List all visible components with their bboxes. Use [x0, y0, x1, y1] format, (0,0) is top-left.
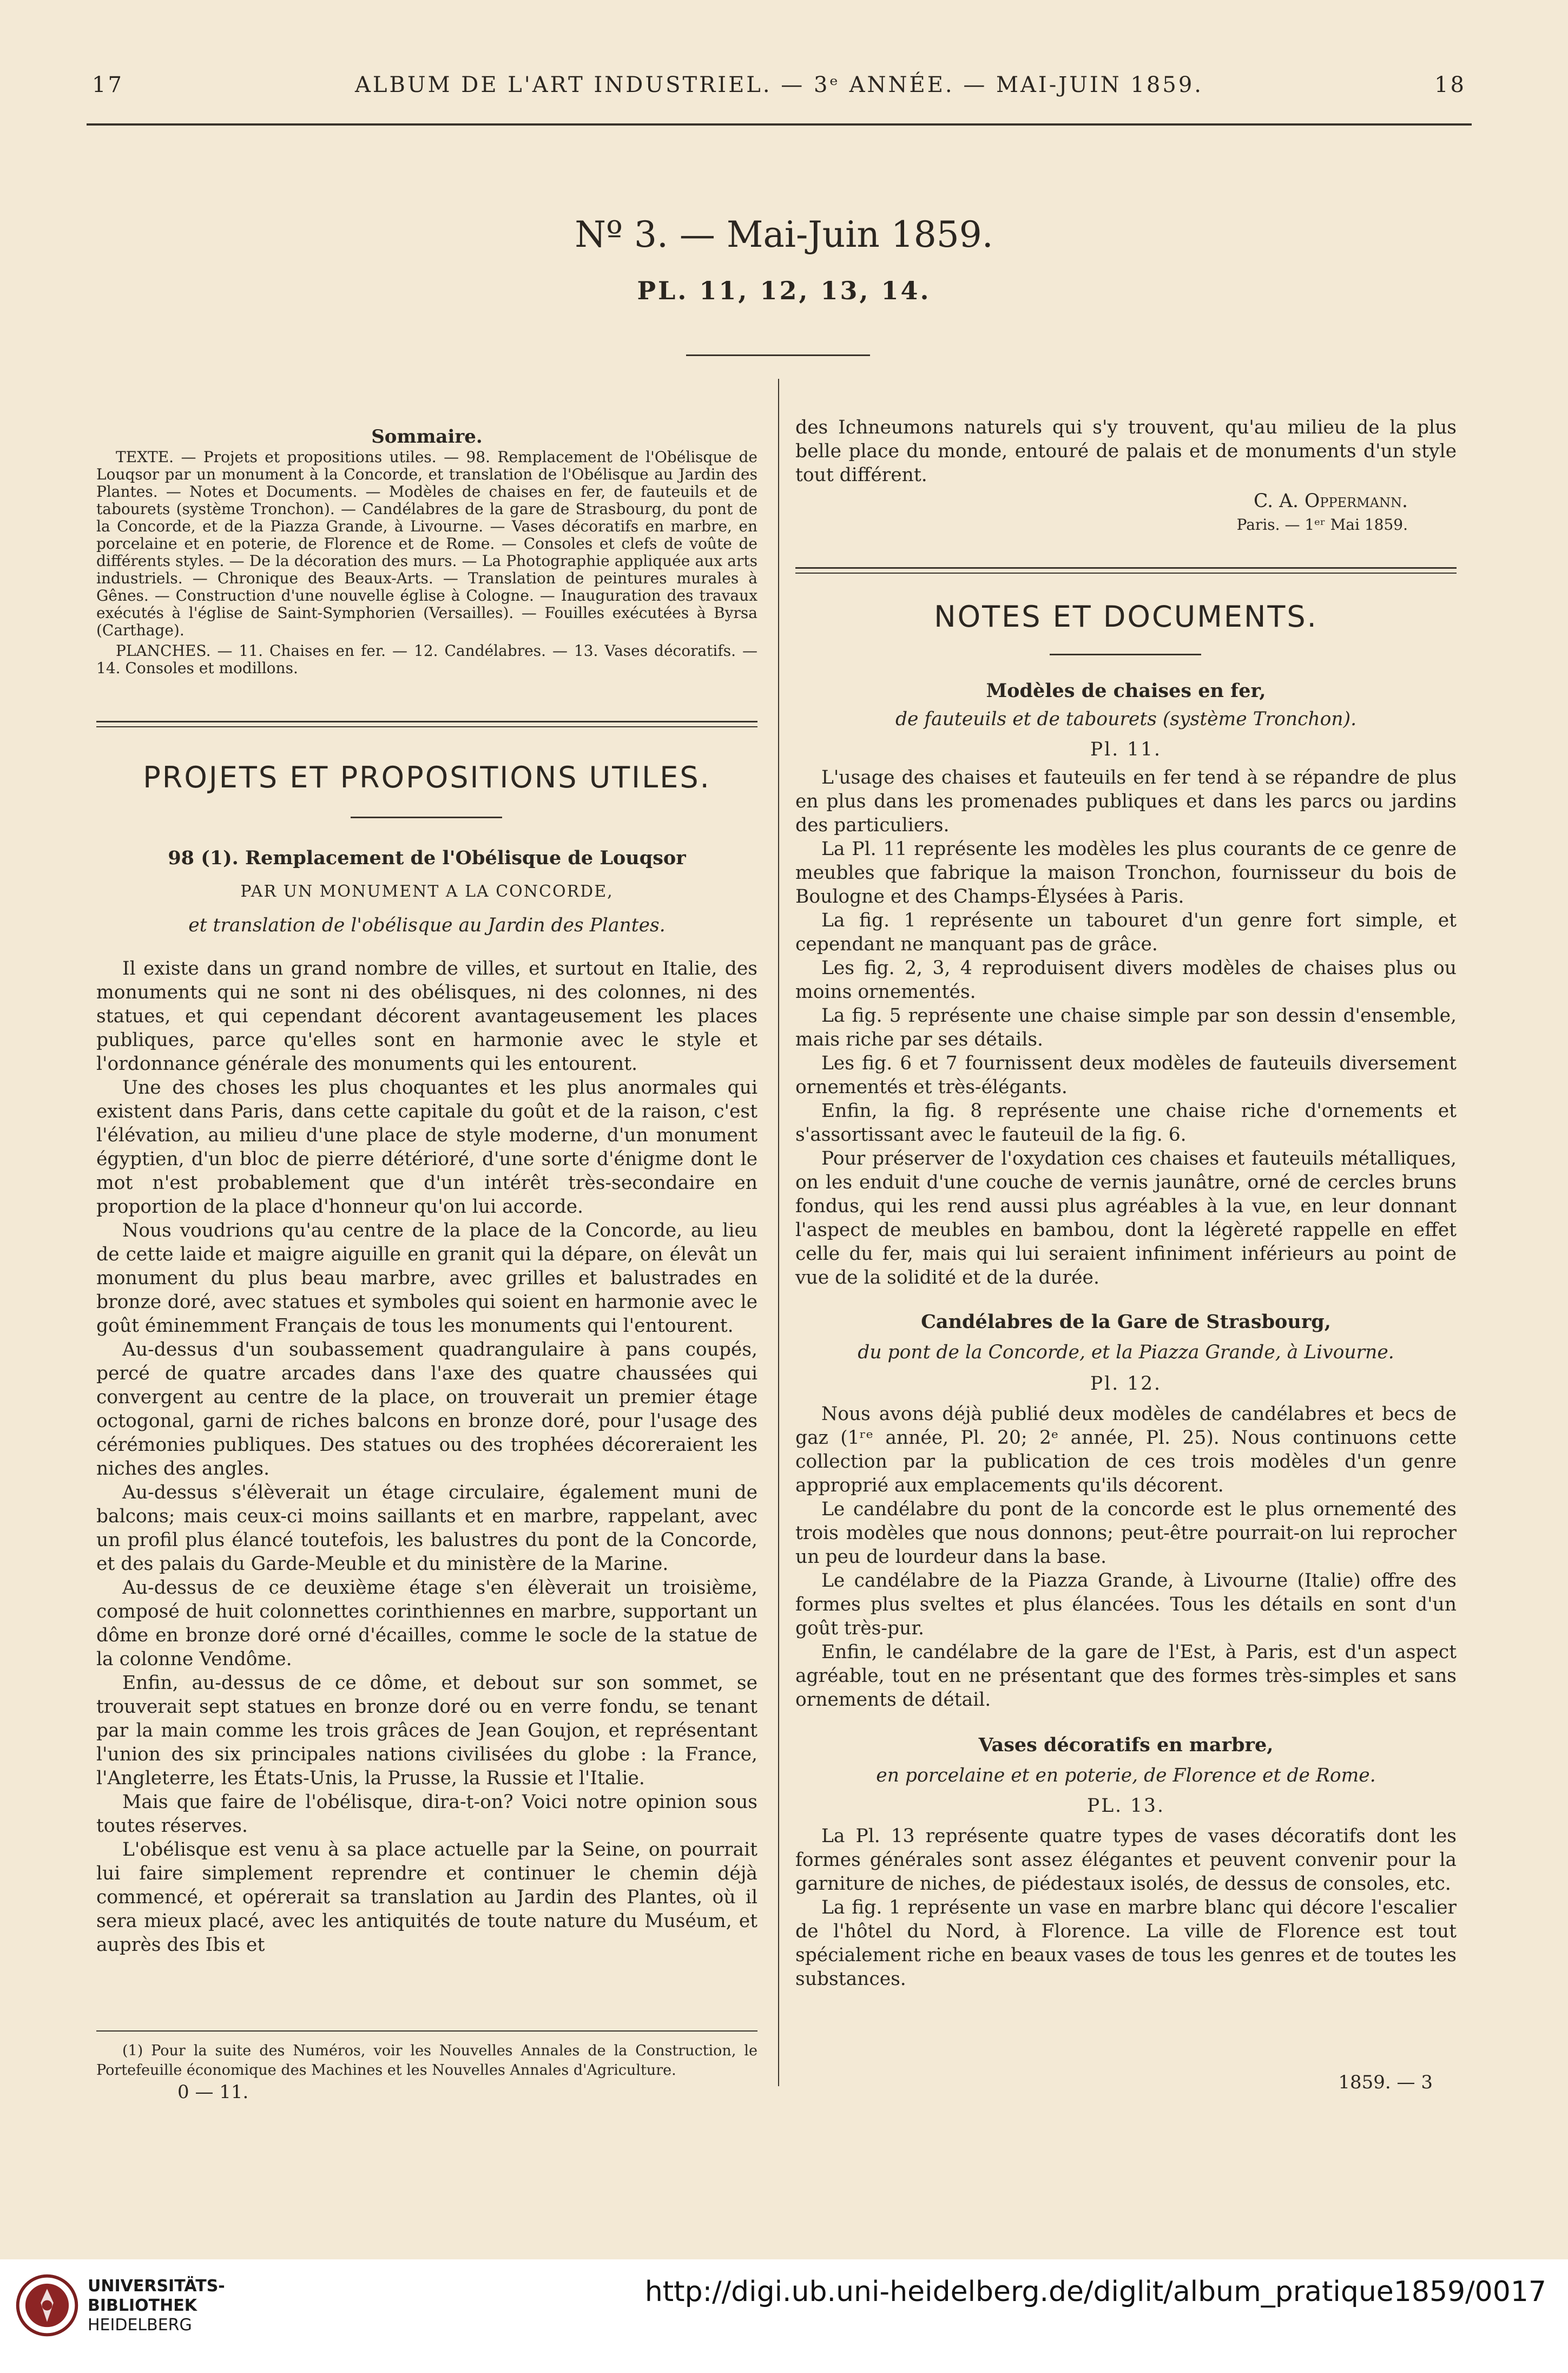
date-line: Paris. — 1ᵉʳ Mai 1859.	[1236, 516, 1408, 534]
left-article	[96, 760, 757, 1957]
vases-title: Vases décoratifs en marbre,	[978, 1734, 1274, 1756]
university-seal-icon	[15, 2273, 79, 2337]
sommaire-texte: TEXTE. — Projets et propositions utiles. — 98. Remplacement de l'Obélisque de Louqsor par un monument à la Concorde, et translation de l'Obélisque au Jardin des Plantes. — Notes et Documents. — Modèles de chaises en fer, de fauteuils et de tabourets (système Tronchon). — Candélabres de la gare de Strasbourg, du pont de la Concorde, et de la Piazza Grande, à Livourne. — Vases décoratifs en marbre, en porcelaine et en poterie, de Florence et de Rome. — Consoles et clefs de voûte de différents styles. — De la décoration des murs. — La Photographie appliquée aux arts industriels. — Chronique des Beaux-Arts. — Translation de peintures murales à Gênes. — Construction d'une nouvelle église à Cologne. — Inauguration des travaux exécutés à l'église de Saint-Symphorien (Versailles). — Fouilles exécutées à Byrsa (Carthage).	[96, 448, 757, 639]
article-paragraph: Au-dessus d'un soubassement quadrangulaire à pans coupés, percé de quatre arcades dans l'axe des quatre chaussées qui convergent au centre de la place, on trouverait un premier étage octogonal, garni de riches balcons en bronze doré, pour l'usage des cérémonies publiques. Des statues ou des trophées décoreraient les niches des angles.	[96, 1339, 757, 1480]
footnote-rule	[96, 2030, 757, 2032]
sommaire-title: Sommaire.	[371, 426, 483, 448]
page-number-right: 18	[1434, 73, 1466, 97]
right-notes	[795, 600, 1457, 1991]
chaises-subtitle: de fauteuils et de tabourets (système Tronchon).	[895, 708, 1357, 730]
section-rule-left	[351, 817, 502, 818]
candelabres-paragraph: Le candélabre de la Piazza Grande, à Livourne (Italie) offre des formes plus sveltes et plus élancées. Tous les détails en sont d'un goût très-pur.	[795, 1570, 1457, 1639]
article-paragraph: Une des choses les plus choquantes et les plus anormales qui existent dans Paris, dans cette capitale du goût et de la raison, c'est l'élévation, au milieu d'une place de style moderne, d'un monument égyptien, d'un bloc de pierre détérioré, d'une sorte d'énigme dont le mot n'est probablement que d'un intérêt très-secondaire en proportion de la place d'honneur qu'on lui accorde.	[96, 1077, 757, 1218]
section-rule-right	[1050, 654, 1201, 655]
article-paragraph: Au-dessus s'élèverait un étage circulaire, également muni de balcons; mais ceux-ci moins saillants et en marbre, rappelant, avec un profil plus élancé toutefois, les balustres du pont de la Concorde, et des palais du Garde-Meuble et du ministère de la Marine.	[96, 1482, 757, 1575]
candelabres-paragraph: Nous avons déjà publié deux modèles de candélabres et becs de gaz (1ʳᵉ année, Pl. 20; 2ᵉ année, Pl. 25). Nous continuons cette collection par la publication de ces trois modèles d'un genre approprié aux emplacements qu'ils décorent.	[795, 1403, 1457, 1496]
chaises-title: Modèles de chaises en fer,	[986, 680, 1266, 702]
section-title-notes: NOTES ET DOCUMENTS.	[934, 600, 1318, 634]
column-divider	[778, 379, 779, 2086]
chaises-paragraph: Les fig. 6 et 7 fournissent deux modèles de fauteuils diversement ornementés et très-élégants.	[795, 1053, 1457, 1098]
page-number-left: 17	[92, 73, 124, 97]
signature-mark-left: 0 — 11.	[177, 2081, 249, 2103]
candelabres-subtitle: du pont de la Concorde, et la Piazza Grande, à Livourne.	[858, 1342, 1394, 1363]
chaises-paragraph: Pour préserver de l'oxydation ces chaises et fauteuils métalliques, on les enduit d'une couche de vernis jaunâtre, orné de cercles bruns fondus, qui les rend aussi plus agréables à la vue, en leur donnant l'aspect de meubles en bambou, dont la légèreté rappelle en effet celle du fer, mais qui lui seraient infiniment inférieurs au point de vue de la solidité et de la durée.	[795, 1148, 1457, 1289]
article-paragraph: Il existe dans un grand nombre de villes, et surtout en Italie, des monuments qui ne sont ni des obélisques, ni des colonnes, ni des statues, et qui cependant décorent avantageusement les places publiques, parce qu'elles sont en harmonie avec le style et l'ordonnance générale des monuments qui les entourent.	[96, 958, 757, 1075]
vases-paragraph: La fig. 1 représente un vase en marbre blanc qui décore l'escalier de l'hôtel du Nord, à Florence. La ville de Florence est tout spécialement riche en beaux vases de tous les genres et de toutes les substances.	[795, 1897, 1457, 1990]
article-paragraph: L'obélisque est venu à sa place actuelle par la Seine, on pourrait lui faire simplement reprendre et continuer le chemin déjà commencé, et opérerait sa translation au Jardin des Plantes, où il sera mieux placé, avec les antiquités de toute nature du Muséum, et auprès des Ibis et	[96, 1839, 757, 1956]
source-url-link[interactable]: http://digi.ub.uni-heidelberg.de/diglit/album_pratique1859/0017	[644, 2276, 1546, 2308]
article-paragraph: Au-dessus de ce deuxième étage s'en élèverait un troisième, composé de huit colonnettes corinthiennes en marbre, supportant un dôme en bronze doré orné d'écailles, comme le socle de la statue de la colonne Vendôme.	[96, 1577, 757, 1670]
library-name-line: HEIDELBERG	[88, 2316, 192, 2335]
plate-13: PL. 13.	[1087, 1795, 1165, 1817]
candelabres-title: Candélabres de la Gare de Strasbourg,	[921, 1311, 1331, 1333]
plate-11: Pl. 11.	[1090, 739, 1162, 760]
candelabres-paragraph: Le candélabre du pont de la concorde est le plus ornementé des trois modèles que nous donnons; peut-être pourrait-on lui reprocher un peu de lourdeur dans la base.	[795, 1498, 1457, 1568]
chaises-paragraph: Les fig. 2, 3, 4 reproduisent divers modèles de chaises plus ou moins ornementés.	[795, 957, 1457, 1003]
sommaire	[96, 449, 757, 677]
plate-12: Pl. 12.	[1090, 1373, 1162, 1395]
vases-paragraph: La Pl. 13 représente quatre types de vases décoratifs dont les formes générales sont assez élégantes et peuvent convenir pour la garniture de niches, de piédestaux isolés, de dessus de consoles, etc.	[795, 1825, 1457, 1895]
article-paragraph: Mais que faire de l'obélisque, dira-t-on? Voici notre opinion sous toutes réserves.	[96, 1791, 757, 1837]
right-double-rule-b	[795, 573, 1457, 574]
library-name-line: UNIVERSITÄTS-	[88, 2277, 225, 2296]
article-paragraph: Nous voudrions qu'au centre de la place de la Concorde, au lieu de cette laide et maigre aiguille en granit qui la dépare, on élevât un monument du plus beau marbre, avec grilles et balustrades en bronze doré, avec statues et symboles qui soient en harmonie avec le goût éminemment Français de tous les monuments qui l'entourent.	[96, 1220, 757, 1337]
left-double-rule-b	[96, 726, 757, 727]
section-title-projets: PROJETS ET PROPOSITIONS UTILES.	[143, 760, 711, 794]
issue-rule	[686, 354, 870, 356]
article-subtitle-2: et translation de l'obélisque au Jardin des Plantes.	[188, 915, 666, 936]
article-title: 98 (1). Remplacement de l'Obélisque de Louqsor	[168, 847, 686, 869]
sommaire-planches: PLANCHES. — 11. Chaises en fer. — 12. Candélabres. — 13. Vases décoratifs. — 14. Consoles et modillons.	[96, 642, 757, 677]
issue-heading: Nº 3. — Mai-Juin 1859.	[575, 214, 993, 255]
journal-title: ALBUM DE L'ART INDUSTRIEL. — 3ᵉ ANNÉE. — MAI-JUIN 1859.	[355, 73, 1203, 97]
footnote	[96, 2041, 757, 2102]
chaises-paragraph: L'usage des chaises et fauteuils en fer tend à se répandre de plus en plus dans les promenades publiques et dans les parcs ou jardins des particuliers.	[795, 767, 1457, 836]
continuation-text: des Ichneumons naturels qui s'y trouvent, qu'au milieu de la plus belle place du monde, entouré de palais et de monuments d'un style tout différent.	[795, 417, 1457, 486]
library-name-line: BIBLIOTHEK	[88, 2296, 197, 2315]
signature-mark-right: 1859. — 3	[1338, 2072, 1433, 2093]
chaises-paragraph: La fig. 1 représente un tabouret d'un genre fort simple, et cependant ne manquant pas de grâce.	[795, 910, 1457, 955]
vases-subtitle: en porcelaine et en poterie, de Florence et de Rome.	[876, 1765, 1376, 1786]
footnote-text: (1) Pour la suite des Numéros, voir les Nouvelles Annales de la Construction, le Portefeuille économique des Machines et les Nouvelles Annales d'Agriculture.	[96, 2042, 757, 2079]
chaises-paragraph: La Pl. 11 représente les modèles les plus courants de ce genre de meubles que fabrique la maison Tronchon, fournisseur du bois de Boulogne et des Champs-Élysées à Paris.	[795, 838, 1457, 908]
library-name	[88, 2277, 225, 2335]
header-rule	[87, 123, 1472, 126]
plates-heading: PL. 11, 12, 13, 14.	[637, 276, 931, 305]
right-double-rule-a	[795, 567, 1457, 569]
right-column	[795, 416, 1457, 537]
left-double-rule-a	[96, 721, 757, 722]
left-column	[96, 425, 757, 680]
candelabres-paragraph: Enfin, le candélabre de la gare de l'Est, à Paris, est d'un aspect agréable, tout en ne présentant que des formes très-simples et sans ornements de détail.	[795, 1641, 1457, 1711]
article-subtitle-1: PAR UN MONUMENT A LA CONCORDE,	[240, 882, 614, 901]
author: C. A. Oppermann.	[1254, 490, 1408, 512]
article-paragraph: Enfin, au-dessus de ce dôme, et debout sur son sommet, se trouverait sept statues en bronze doré ou en verre fondu, se tenant par la main comme les trois grâces de Jean Goujon, et représentant l'union des six principales nations civilisées du globe : la France, l'Angleterre, les États-Unis, la Prusse, la Russie et l'Italie.	[96, 1672, 757, 1789]
chaises-paragraph: Enfin, la fig. 8 représente une chaise riche d'ornements et s'assortissant avec le fauteuil de la fig. 6.	[795, 1100, 1457, 1146]
chaises-paragraph: La fig. 5 représente une chaise simple par son dessin d'ensemble, mais riche par ses détails.	[795, 1005, 1457, 1050]
library-banner	[0, 2259, 1568, 2373]
